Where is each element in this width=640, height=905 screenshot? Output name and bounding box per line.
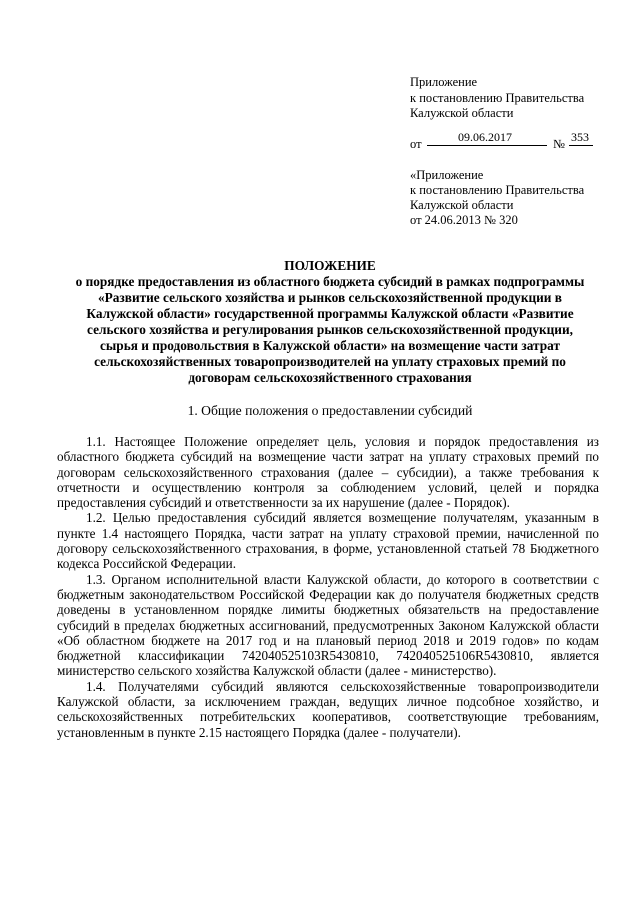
title-line-4: сельского хозяйства и регулирования рынков сельскохозяйственной продукции, (87, 322, 573, 337)
appendix-region: Калужской области (410, 106, 514, 120)
decree-number-field (569, 130, 593, 150)
decree-number-value: 353 (571, 130, 589, 144)
decree-date-field (427, 130, 547, 150)
decree-number-sign: № (553, 137, 565, 151)
orig-appendix-region: Калужской области (410, 198, 514, 212)
title-line-2: «Развитие сельского хозяйства и рынков сельскохозяйственной продукции в (98, 290, 562, 305)
title-line-1: о порядке предоставления из областного бюджета субсидий в рамках подпрограммы (75, 274, 585, 289)
document-body (57, 434, 599, 740)
orig-appendix-to-decree: к постановлению Правительства (410, 183, 585, 197)
paragraph-1-1: 1.1. Настоящее Положение определяет цель, условия и порядок предоставления из областного бюджета субсидий на возмещение части затрат на уплату страховых премий по договорам сельскохозяйственного страхования (далее – субсидии), а также требования к отчетности и осуществлению контроля за соблюдением условий, целей и порядка предоставления субсидий и ответственности за их нарушение (далее - Порядок). (57, 434, 599, 511)
decree-date-prefix: от (410, 137, 422, 151)
orig-appendix-date-number: от 24.06.2013 № 320 (410, 213, 518, 227)
paragraph-1-3: 1.3. Органом исполнительной власти Калужской области, до которого в соответствии с бюджетным законодательством Российской Федерации как до получателя бюджетных средств доведены в установленном порядке лимиты бюджетных обязательств на предоставление субсидий в пределах бюджетных ассигнований, предусмотренных Законом Калужской области «Об областном бюджете на 2017 год и на плановый период 2018 и 2019 годов» по кодам бюджетной классификации 742040525103R5430810, 742040525106R5430810, является министерство сельского хозяйства Калужской области (далее - министерство). (57, 571, 599, 679)
title-line-7: договорам сельскохозяйственного страхования (188, 370, 472, 385)
appendix-to-decree: к постановлению Правительства (410, 91, 585, 105)
orig-appendix-label: «Приложение (410, 168, 484, 182)
document-title: ПОЛОЖЕНИЕ (284, 258, 376, 273)
section-heading: 1. Общие положения о предоставлении субсидий (187, 403, 473, 418)
title-line-5: сырья и продовольствия в Калужской области» на возмещение части затрат (100, 338, 560, 353)
title-line-6: сельскохозяйственных товаропроизводителей на уплату страховых премий по (94, 354, 566, 369)
paragraph-1-2: 1.2. Целью предоставления субсидий является возмещение получателям, указанным в пункте 1.4 настоящего Порядка, части затрат на уплату страховой премии, начисленной по договору сельскохозяйственного страхования, в форме, установленной статьей 78 Бюджетного кодекса Российской Федерации. (57, 510, 599, 572)
decree-date-value: 09.06.2017 (458, 130, 512, 144)
number-underline (569, 145, 593, 146)
date-underline (427, 145, 547, 146)
title-line-3: Калужской области» государственной программы Калужской области «Развитие (86, 306, 574, 321)
appendix-label: Приложение (410, 75, 478, 89)
paragraph-1-4: 1.4. Получателями субсидий являются сельскохозяйственные товаропроизводители Калужской области, за исключением граждан, ведущих личное подсобное хозяйство, и сельскохозяйственных потребительских кооперативов, соответствующие требованиям, установленным в пункте 2.15 настоящего Порядка (далее - получатели). (57, 678, 599, 740)
